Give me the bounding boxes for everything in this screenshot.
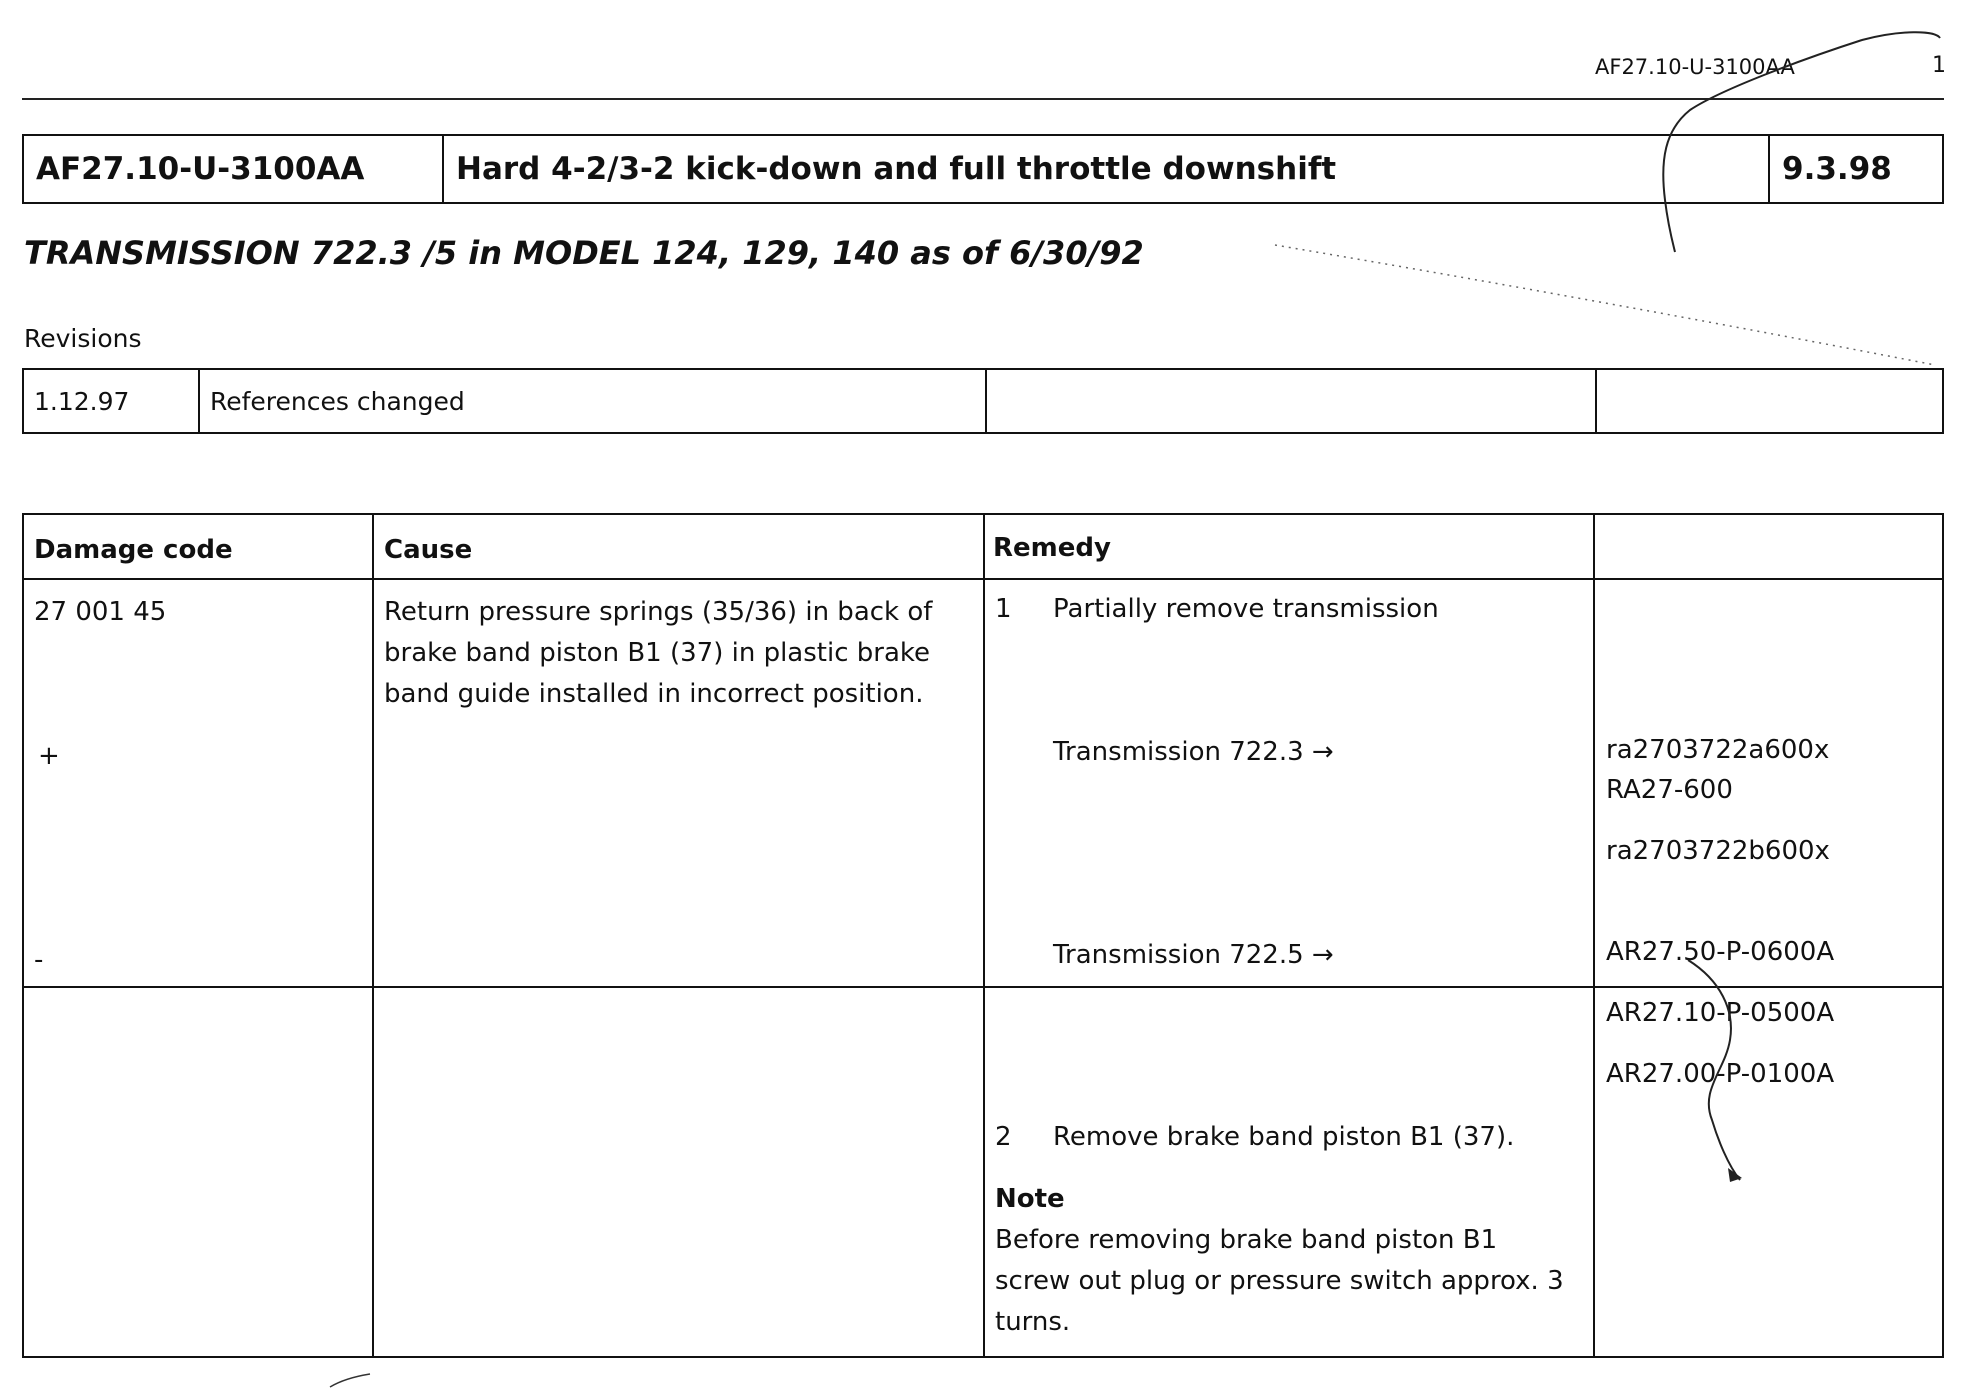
- column-divider: [983, 513, 985, 1358]
- step-text: Remove brake band piston B1 (37).: [1053, 1122, 1515, 1152]
- transmission-7223-label: Transmission 722.3 →: [1053, 737, 1334, 767]
- row-divider: [22, 986, 1944, 988]
- note-line: screw out plug or pressure switch approx. 3: [995, 1266, 1564, 1296]
- transmission-7225-label: Transmission 722.5 →: [1053, 940, 1334, 970]
- revision-date: 1.12.97: [24, 370, 200, 432]
- cause-line: Return pressure springs (35/36) in back of: [384, 597, 933, 627]
- reference-link[interactable]: RA27-600: [1606, 775, 1733, 805]
- document-title: Hard 4-2/3-2 kick-down and full throttle downshift: [444, 136, 1770, 202]
- step-1: [995, 589, 1439, 630]
- note-heading: Note: [995, 1184, 1065, 1214]
- step-text: Partially remove transmission: [1053, 594, 1439, 624]
- title-doc-code: AF27.10-U-3100AA: [24, 136, 444, 202]
- transmission-subtitle: TRANSMISSION 722.3 /5 in MODEL 124, 129, 140 as of 6/30/92: [24, 234, 1144, 272]
- header-rule: [22, 98, 1944, 100]
- step-number: 2: [995, 1122, 1012, 1152]
- document-date: 9.3.98: [1782, 151, 1892, 187]
- minus-mark: -: [34, 945, 44, 975]
- note-line: turns.: [995, 1307, 1071, 1337]
- header-damage-code: Damage code: [34, 535, 233, 565]
- running-header-doc-code: AF27.10-U-3100AA: [1595, 55, 1795, 79]
- title-block: [22, 134, 1944, 204]
- step-number: 1: [995, 594, 1012, 624]
- revisions-label: Revisions: [24, 324, 142, 353]
- reference-link[interactable]: AR27.00-P-0100A: [1606, 1059, 1835, 1089]
- revision-cell-empty: [1597, 370, 1942, 432]
- reference-link[interactable]: AR27.50-P-0600A: [1606, 937, 1835, 967]
- header-cause: Cause: [384, 535, 473, 565]
- damage-code-value: 27 001 45: [34, 597, 167, 627]
- column-divider: [1593, 513, 1595, 1358]
- note-line: Before removing brake band piston B1: [995, 1225, 1498, 1255]
- header-remedy: Remedy: [993, 533, 1111, 563]
- plus-mark: +: [38, 741, 60, 771]
- column-divider: [372, 513, 374, 1358]
- step-2: [995, 1117, 1514, 1158]
- reference-link[interactable]: ra2703722a600x: [1606, 735, 1830, 765]
- reference-link[interactable]: ra2703722b600x: [1606, 836, 1830, 866]
- revision-description: References changed: [200, 370, 987, 432]
- reference-link[interactable]: AR27.10-P-0500A: [1606, 998, 1835, 1028]
- header-row-divider: [22, 578, 1944, 580]
- cause-line: band guide installed in incorrect position.: [384, 679, 924, 709]
- revisions-table: [22, 368, 1944, 434]
- cause-line: brake band piston B1 (37) in plastic brake: [384, 638, 930, 668]
- page-number: 1: [1932, 53, 1946, 78]
- revision-cell-empty: [987, 370, 1597, 432]
